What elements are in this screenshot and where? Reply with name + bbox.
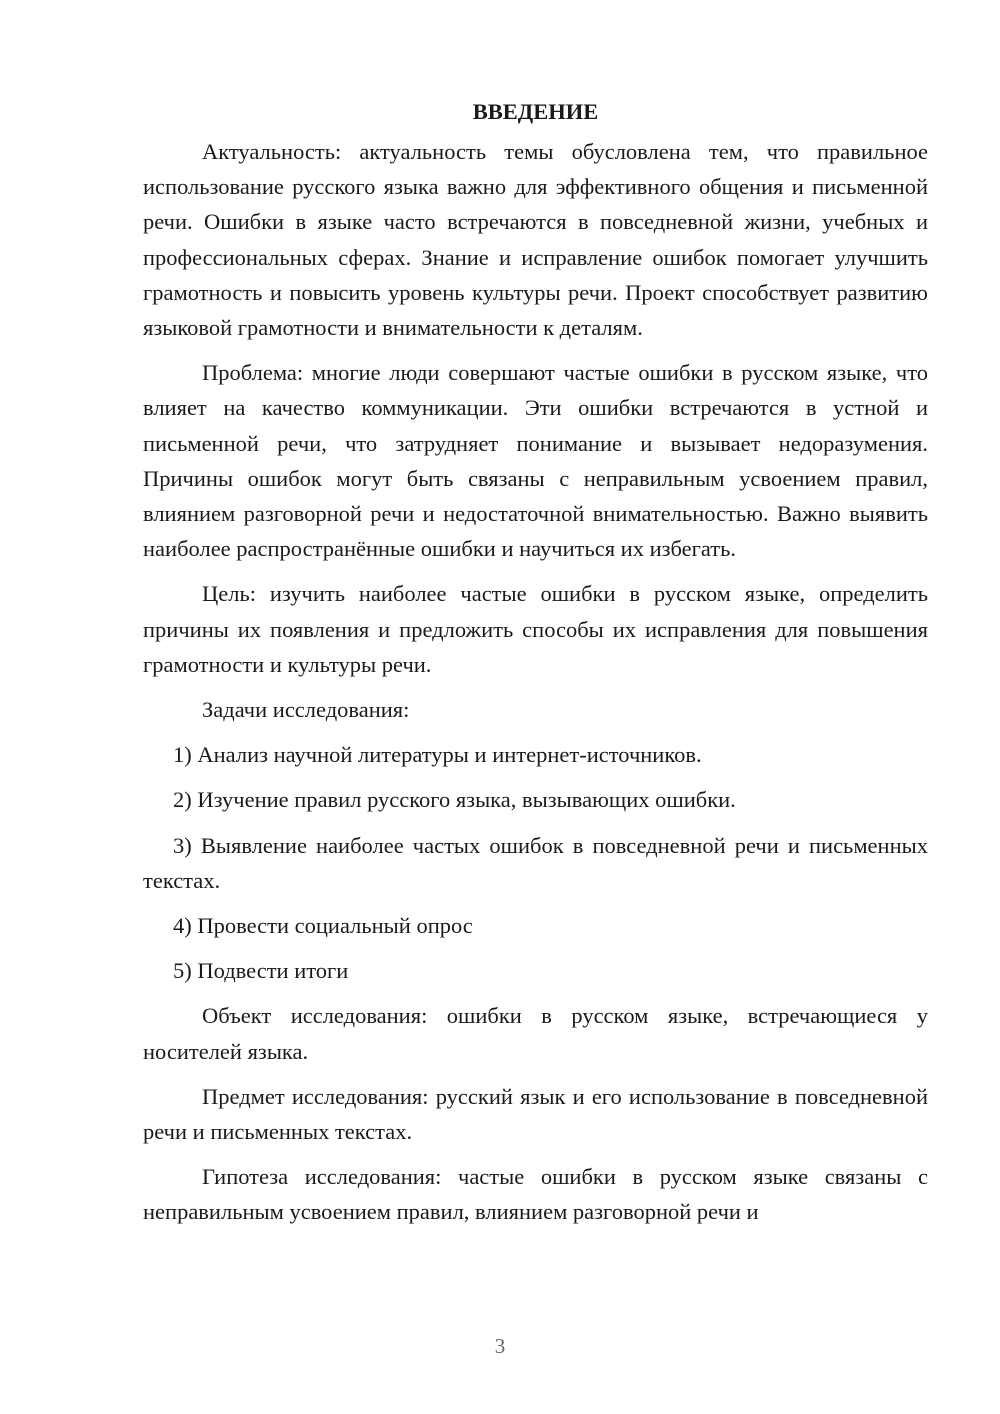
paragraph-problem: Проблема: многие люди совершают частые ошибки в русском языке, что влияет на качество коммуникации. Эти ошибки встречаются в устной и письменной речи, что затрудняет понимание и вызывает недоразумения. Причины ошибок могут быть связаны с неправильным усвоением правил, влиянием разговорной речи и недостаточной внимательностью. Важно выявить наиболее распространённые ошибки и научиться их избегать. [143,360,928,562]
paragraph-goal: Цель: изучить наиболее частые ошибки в русском языке, определить причины их появления и предложить способы их исправления для повышения грамотности и культуры речи. [143,581,928,677]
paragraph-tasks-heading: Задачи исследования: [202,697,410,723]
task-item-2: 2) Изучение правил русского языка, вызывающих ошибки. [173,787,736,813]
section-title: ВВЕДЕНИЕ [472,99,599,124]
paragraph-object: Объект исследования: ошибки в русском языке, встречающиеся у носителей языка. [143,1003,928,1064]
page-number: 3 [494,1334,506,1358]
document-body [143,94,928,1240]
paragraph-subject: Предмет исследования: русский язык и его использование в повседневной речи и письменных текстах. [143,1083,928,1145]
task-item-1: 1) Анализ научной литературы и интернет-источников. [173,742,702,768]
paragraph-relevance: Актуальность: актуальность темы обусловлена тем, что правильное использование русского языка важно для эффективного общения и письменной речи. Ошибки в языке часто встречаются в повседневной жизни, учебных и профессиональных сферах. Знание и исправление ошибок помогает улучшить грамотность и повысить уровень культуры речи. Проект способствует развитию языковой грамотности и внимательности к деталям. [143,139,928,341]
task-item-5: 5) Подвести итоги [173,958,349,984]
task-item-4: 4) Провести социальный опрос [173,913,473,939]
task-item-3: 3) Выявление наиболее частых ошибок в повседневной речи и письменных текстах. [143,832,928,893]
paragraph-hypothesis: Гипотеза исследования: частые ошибки в русском языке связаны с неправильным усвоением правил, влиянием разговорной речи и [143,1164,928,1225]
